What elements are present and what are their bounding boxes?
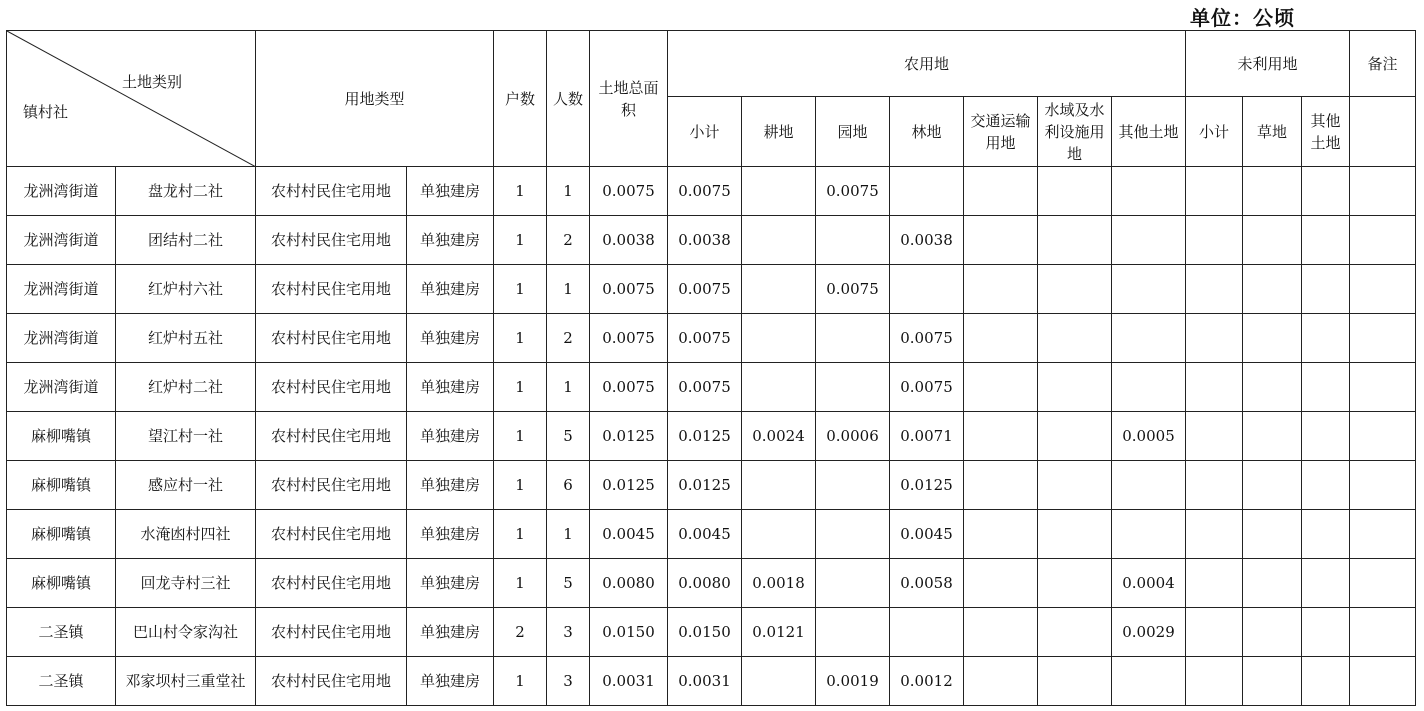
cell-u_sub (1186, 216, 1243, 265)
cell-town: 二圣镇 (7, 608, 116, 657)
header-persons: 人数 (547, 31, 590, 167)
header-unused-other-text: 其他土地 (1310, 111, 1341, 152)
cell-village: 感应村一社 (116, 461, 256, 510)
cell-use: 农村村民住宅用地 (256, 559, 407, 608)
cell-other: 0.0004 (1112, 559, 1186, 608)
cell-hh: 1 (494, 265, 547, 314)
table-row (7, 461, 1416, 510)
cell-hh: 1 (494, 657, 547, 706)
cell-total: 0.0038 (590, 216, 668, 265)
cell-pp: 2 (547, 216, 590, 265)
cell-other: 0.0005 (1112, 412, 1186, 461)
cell-build: 单独建房 (407, 363, 494, 412)
cell-town: 麻柳嘴镇 (7, 461, 116, 510)
header-land-category: 土地类别 (122, 73, 183, 91)
cell-pp: 3 (547, 608, 590, 657)
cell-pp: 1 (547, 167, 590, 216)
cell-u_other (1302, 216, 1350, 265)
cell-sub: 0.0031 (668, 657, 742, 706)
cell-cult (742, 314, 816, 363)
cell-build: 单独建房 (407, 461, 494, 510)
cell-other (1112, 314, 1186, 363)
cell-pp: 2 (547, 314, 590, 363)
header-garden: 园地 (816, 97, 890, 167)
header-grass: 草地 (1243, 97, 1302, 167)
cell-sub: 0.0075 (668, 314, 742, 363)
cell-garden (816, 510, 890, 559)
header-households: 户数 (494, 31, 547, 167)
cell-garden: 0.0075 (816, 265, 890, 314)
cell-u_other (1302, 167, 1350, 216)
cell-grass (1243, 314, 1302, 363)
cell-use: 农村村民住宅用地 (256, 265, 407, 314)
header-land-use-type: 用地类型 (256, 31, 494, 167)
cell-use: 农村村民住宅用地 (256, 363, 407, 412)
cell-remark (1350, 657, 1416, 706)
table-row (7, 216, 1416, 265)
cell-garden: 0.0006 (816, 412, 890, 461)
cell-total: 0.0075 (590, 363, 668, 412)
cell-garden (816, 461, 890, 510)
cell-sub: 0.0075 (668, 265, 742, 314)
cell-build: 单独建房 (407, 412, 494, 461)
cell-village: 望江村一社 (116, 412, 256, 461)
header-unused-land: 未利用地 (1186, 31, 1350, 97)
unit-label: 单位：公顷 (1190, 6, 1295, 30)
cell-grass (1243, 559, 1302, 608)
cell-grass (1243, 363, 1302, 412)
header-cultivated: 耕地 (742, 97, 816, 167)
cell-u_sub (1186, 559, 1243, 608)
cell-grass (1243, 657, 1302, 706)
cell-remark (1350, 559, 1416, 608)
cell-cult: 0.0018 (742, 559, 816, 608)
cell-u_sub (1186, 314, 1243, 363)
cell-cult: 0.0121 (742, 608, 816, 657)
cell-traffic (964, 608, 1038, 657)
cell-use: 农村村民住宅用地 (256, 608, 407, 657)
header-unused-subtotal: 小计 (1186, 97, 1243, 167)
cell-hh: 1 (494, 461, 547, 510)
cell-forest: 0.0071 (890, 412, 964, 461)
cell-other (1112, 510, 1186, 559)
header-traffic (964, 97, 1038, 167)
cell-u_sub (1186, 265, 1243, 314)
cell-total: 0.0150 (590, 608, 668, 657)
header-agri-subtotal: 小计 (668, 97, 742, 167)
cell-grass (1243, 216, 1302, 265)
cell-other (1112, 216, 1186, 265)
cell-garden: 0.0075 (816, 167, 890, 216)
cell-garden (816, 559, 890, 608)
cell-total: 0.0075 (590, 167, 668, 216)
cell-u_sub (1186, 657, 1243, 706)
cell-build: 单独建房 (407, 657, 494, 706)
cell-total: 0.0031 (590, 657, 668, 706)
cell-u_other (1302, 363, 1350, 412)
cell-forest (890, 167, 964, 216)
cell-forest: 0.0125 (890, 461, 964, 510)
header-diagonal-cell (7, 31, 256, 167)
cell-village: 邓家坝村三重堂社 (116, 657, 256, 706)
cell-use: 农村村民住宅用地 (256, 461, 407, 510)
cell-town: 龙洲湾街道 (7, 216, 116, 265)
cell-use: 农村村民住宅用地 (256, 657, 407, 706)
cell-forest (890, 608, 964, 657)
header-remarks: 备注 (1350, 31, 1416, 97)
cell-village: 回龙寺村三社 (116, 559, 256, 608)
cell-grass (1243, 412, 1302, 461)
cell-other (1112, 657, 1186, 706)
cell-pp: 5 (547, 412, 590, 461)
cell-total: 0.0075 (590, 314, 668, 363)
cell-traffic (964, 461, 1038, 510)
cell-sub: 0.0080 (668, 559, 742, 608)
cell-village: 红炉村二社 (116, 363, 256, 412)
cell-cult (742, 216, 816, 265)
cell-u_other (1302, 608, 1350, 657)
cell-cult (742, 461, 816, 510)
cell-total: 0.0075 (590, 265, 668, 314)
cell-traffic (964, 412, 1038, 461)
cell-water (1038, 216, 1112, 265)
cell-use: 农村村民住宅用地 (256, 167, 407, 216)
table-row (7, 167, 1416, 216)
cell-traffic (964, 314, 1038, 363)
table-row (7, 559, 1416, 608)
cell-total: 0.0125 (590, 412, 668, 461)
cell-u_sub (1186, 510, 1243, 559)
cell-traffic (964, 363, 1038, 412)
cell-u_sub (1186, 608, 1243, 657)
cell-water (1038, 608, 1112, 657)
cell-forest: 0.0045 (890, 510, 964, 559)
cell-total: 0.0045 (590, 510, 668, 559)
cell-remark (1350, 363, 1416, 412)
cell-total: 0.0125 (590, 461, 668, 510)
cell-u_other (1302, 314, 1350, 363)
cell-forest: 0.0075 (890, 314, 964, 363)
cell-remark (1350, 167, 1416, 216)
cell-remark (1350, 314, 1416, 363)
cell-cult (742, 265, 816, 314)
cell-u_other (1302, 265, 1350, 314)
cell-hh: 2 (494, 608, 547, 657)
cell-grass (1243, 608, 1302, 657)
cell-traffic (964, 510, 1038, 559)
cell-forest: 0.0058 (890, 559, 964, 608)
cell-build: 单独建房 (407, 608, 494, 657)
cell-water (1038, 412, 1112, 461)
cell-remark (1350, 510, 1416, 559)
cell-traffic (964, 167, 1038, 216)
cell-sub: 0.0075 (668, 167, 742, 216)
cell-water (1038, 265, 1112, 314)
cell-other (1112, 265, 1186, 314)
cell-village: 水淹凼村四社 (116, 510, 256, 559)
cell-town: 二圣镇 (7, 657, 116, 706)
cell-cult: 0.0024 (742, 412, 816, 461)
cell-cult (742, 167, 816, 216)
cell-forest: 0.0075 (890, 363, 964, 412)
cell-grass (1243, 510, 1302, 559)
header-agri-land: 农用地 (668, 31, 1186, 97)
cell-u_sub (1186, 461, 1243, 510)
cell-sub: 0.0125 (668, 461, 742, 510)
cell-use: 农村村民住宅用地 (256, 412, 407, 461)
cell-village: 红炉村六社 (116, 265, 256, 314)
cell-hh: 1 (494, 510, 547, 559)
table-row (7, 363, 1416, 412)
cell-sub: 0.0075 (668, 363, 742, 412)
cell-pp: 5 (547, 559, 590, 608)
cell-forest (890, 265, 964, 314)
cell-hh: 1 (494, 314, 547, 363)
cell-use: 农村村民住宅用地 (256, 216, 407, 265)
table-row (7, 314, 1416, 363)
cell-other (1112, 167, 1186, 216)
cell-town: 麻柳嘴镇 (7, 412, 116, 461)
cell-village: 巴山村令家沟社 (116, 608, 256, 657)
header-traffic-text: 交通运输用地 (970, 111, 1031, 152)
cell-water (1038, 657, 1112, 706)
header-water (1038, 97, 1112, 167)
cell-u_other (1302, 559, 1350, 608)
cell-pp: 6 (547, 461, 590, 510)
header-forest: 林地 (890, 97, 964, 167)
land-use-table (6, 30, 1416, 706)
cell-u_sub (1186, 167, 1243, 216)
cell-build: 单独建房 (407, 559, 494, 608)
header-total-area (590, 31, 668, 167)
cell-pp: 1 (547, 510, 590, 559)
cell-hh: 1 (494, 559, 547, 608)
cell-use: 农村村民住宅用地 (256, 314, 407, 363)
cell-remark (1350, 608, 1416, 657)
cell-u_other (1302, 461, 1350, 510)
cell-remark (1350, 461, 1416, 510)
header-water-text: 水域及水利设施用地 (1044, 100, 1105, 163)
cell-hh: 1 (494, 167, 547, 216)
table-row (7, 510, 1416, 559)
cell-forest: 0.0012 (890, 657, 964, 706)
cell-water (1038, 510, 1112, 559)
cell-hh: 1 (494, 412, 547, 461)
cell-u_sub (1186, 363, 1243, 412)
cell-garden (816, 363, 890, 412)
header-remarks-sub (1350, 97, 1416, 167)
cell-remark (1350, 265, 1416, 314)
cell-water (1038, 314, 1112, 363)
table-row (7, 412, 1416, 461)
cell-town: 龙洲湾街道 (7, 363, 116, 412)
cell-cult (742, 657, 816, 706)
cell-village: 盘龙村二社 (116, 167, 256, 216)
table-row (7, 265, 1416, 314)
cell-hh: 1 (494, 363, 547, 412)
cell-sub: 0.0045 (668, 510, 742, 559)
cell-garden (816, 314, 890, 363)
diagonal-line (7, 31, 256, 167)
cell-build: 单独建房 (407, 265, 494, 314)
cell-pp: 1 (547, 265, 590, 314)
cell-u_other (1302, 657, 1350, 706)
cell-u_other (1302, 510, 1350, 559)
cell-town: 龙洲湾街道 (7, 167, 116, 216)
cell-water (1038, 559, 1112, 608)
cell-other (1112, 363, 1186, 412)
cell-build: 单独建房 (407, 167, 494, 216)
cell-pp: 3 (547, 657, 590, 706)
cell-use: 农村村民住宅用地 (256, 510, 407, 559)
table-row (7, 657, 1416, 706)
cell-hh: 1 (494, 216, 547, 265)
cell-remark (1350, 412, 1416, 461)
cell-traffic (964, 559, 1038, 608)
cell-town: 龙洲湾街道 (7, 314, 116, 363)
cell-town: 麻柳嘴镇 (7, 559, 116, 608)
cell-town: 麻柳嘴镇 (7, 510, 116, 559)
cell-u_other (1302, 412, 1350, 461)
cell-water (1038, 363, 1112, 412)
cell-sub: 0.0150 (668, 608, 742, 657)
cell-other (1112, 461, 1186, 510)
cell-sub: 0.0125 (668, 412, 742, 461)
cell-cult (742, 363, 816, 412)
header-town-village: 镇村社 (23, 103, 69, 121)
cell-grass (1243, 265, 1302, 314)
cell-build: 单独建房 (407, 314, 494, 363)
cell-pp: 1 (547, 363, 590, 412)
cell-sub: 0.0038 (668, 216, 742, 265)
header-total-area-text: 土地总面积 (598, 78, 659, 119)
cell-build: 单独建房 (407, 216, 494, 265)
cell-water (1038, 167, 1112, 216)
cell-garden (816, 216, 890, 265)
cell-garden (816, 608, 890, 657)
cell-traffic (964, 216, 1038, 265)
cell-village: 团结村二社 (116, 216, 256, 265)
cell-total: 0.0080 (590, 559, 668, 608)
cell-traffic (964, 657, 1038, 706)
cell-water (1038, 461, 1112, 510)
cell-other: 0.0029 (1112, 608, 1186, 657)
cell-grass (1243, 461, 1302, 510)
cell-village: 红炉村五社 (116, 314, 256, 363)
cell-grass (1243, 167, 1302, 216)
cell-forest: 0.0038 (890, 216, 964, 265)
cell-u_sub (1186, 412, 1243, 461)
cell-build: 单独建房 (407, 510, 494, 559)
cell-town: 龙洲湾街道 (7, 265, 116, 314)
cell-garden: 0.0019 (816, 657, 890, 706)
header-other-land: 其他土地 (1112, 97, 1186, 167)
cell-traffic (964, 265, 1038, 314)
table-row (7, 608, 1416, 657)
cell-remark (1350, 216, 1416, 265)
cell-cult (742, 510, 816, 559)
header-unused-other (1302, 97, 1350, 167)
